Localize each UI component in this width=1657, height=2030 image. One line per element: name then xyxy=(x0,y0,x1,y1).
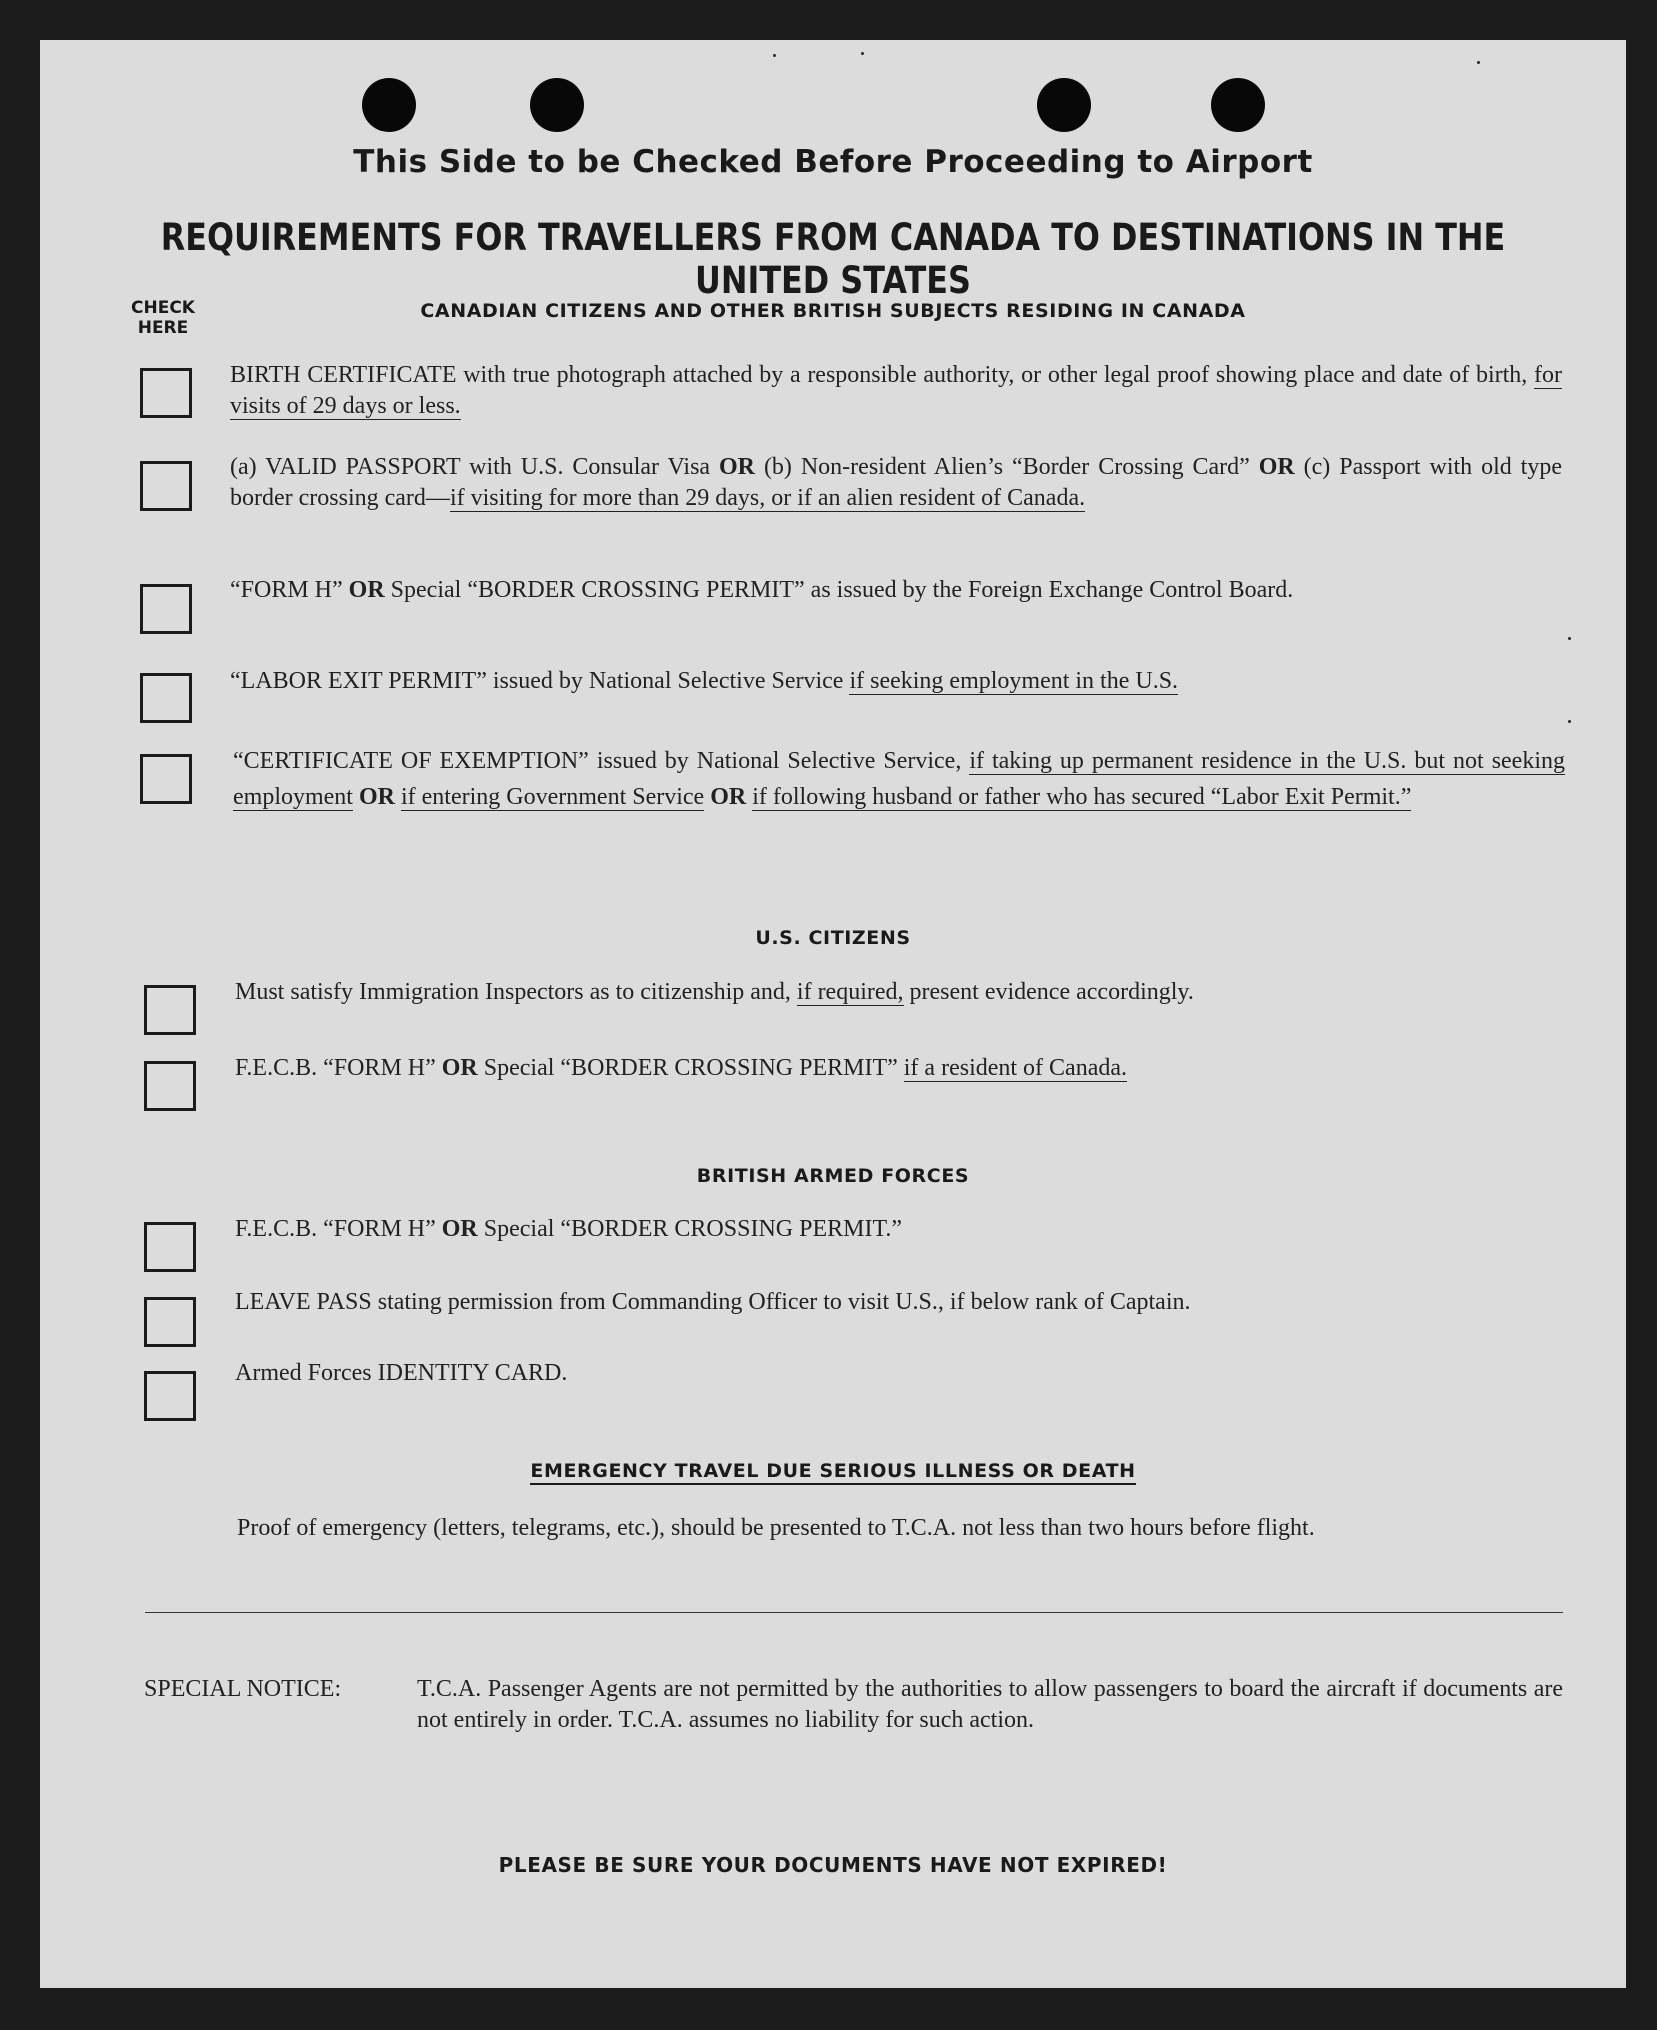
item-condition: if required, xyxy=(796,979,904,1005)
leave-pass-requirement xyxy=(235,1287,1567,1318)
or-keyword: OR xyxy=(348,577,385,603)
scan-speck xyxy=(1568,720,1571,723)
item-text: (b) Non-resident Alien’s “Border Crossing Card” xyxy=(755,454,1259,480)
checkbox-leave-pass[interactable] xyxy=(144,1297,196,1347)
item-condition: if taking up permanent residence in the U.S. but not seeking employment xyxy=(233,748,1566,810)
checkbox-identity-card[interactable] xyxy=(144,1371,196,1421)
checkbox-valid-passport[interactable] xyxy=(140,461,192,511)
emergency-travel-heading xyxy=(40,1460,1626,1482)
or-keyword: OR xyxy=(710,784,747,810)
item-condition: if entering Government Service xyxy=(400,784,705,810)
scan-speck xyxy=(773,54,776,57)
satisfy-inspectors-requirement xyxy=(235,977,1567,1008)
item-condition: if following husband or father who has secured “Labor Exit Permit.” xyxy=(752,784,1412,810)
item-text: Special “BORDER CROSSING PERMIT” as issued by the Foreign Exchange Control Board. xyxy=(384,577,1294,603)
checkbox-birth-certificate[interactable] xyxy=(140,368,192,418)
item-text: Special “BORDER CROSSING PERMIT” xyxy=(477,1055,904,1081)
emergency-heading-text: EMERGENCY TRAVEL DUE SERIOUS ILLNESS OR DEATH xyxy=(530,1460,1135,1485)
item-text: “LABOR EXIT PERMIT” issued by National Selective Service xyxy=(230,668,850,694)
special-notice-text: T.C.A. Passenger Agents are not permitted by the authorities to allow passengers to board the aircraft if documents are not entirely in order. T.C.A. assumes no liability for such action. xyxy=(417,1676,1563,1733)
item-condition: if seeking employment in the U.S. xyxy=(849,668,1179,694)
check-here-line: CHECK xyxy=(131,298,195,318)
emergency-proof-text: Proof of emergency (letters, telegrams, etc.), should be presented to T.C.A. not less than two hours before flight. xyxy=(237,1515,1315,1541)
item-text: BIRTH CERTIFICATE with true photograph attached by a responsible authority, or other legal proof showing place and date of birth, xyxy=(230,362,1535,388)
labor-exit-permit-requirement xyxy=(230,666,1562,697)
scan-speck xyxy=(861,52,864,55)
checkbox-form-h[interactable] xyxy=(140,584,192,634)
punch-hole xyxy=(362,78,416,132)
armed-form-h-requirement xyxy=(235,1214,1567,1245)
identity-card-requirement xyxy=(235,1358,1567,1389)
canadian-citizens-heading: CANADIAN CITIZENS AND OTHER BRITISH SUBJECTS RESIDING IN CANADA xyxy=(420,300,1246,322)
checkbox-us-form-h[interactable] xyxy=(144,1061,196,1111)
birth-certificate-requirement xyxy=(230,360,1562,422)
checkbox-certificate-of-exemption[interactable] xyxy=(140,754,192,804)
document-page xyxy=(40,40,1626,1988)
or-keyword: OR xyxy=(719,454,756,480)
special-notice-label: SPECIAL NOTICE: xyxy=(144,1676,342,1702)
checkbox-armed-form-h[interactable] xyxy=(144,1222,196,1272)
us-citizens-heading: U.S. CITIZENS xyxy=(755,927,911,949)
or-keyword: OR xyxy=(358,784,395,810)
check-here-line: HERE xyxy=(137,318,189,338)
scan-speck xyxy=(1477,61,1480,64)
valid-passport-requirement xyxy=(230,452,1562,514)
punch-hole xyxy=(1211,78,1265,132)
punch-hole xyxy=(530,78,584,132)
item-condition: if visiting for more than 29 days, or if an alien resident of Canada. xyxy=(449,485,1086,511)
item-text: F.E.C.B. “FORM H” xyxy=(235,1055,442,1081)
checkbox-labor-exit-permit[interactable] xyxy=(140,673,192,723)
punch-hole xyxy=(1037,78,1091,132)
item-text: LEAVE PASS stating permission from Commanding Officer to visit U.S., if below rank of Captain. xyxy=(235,1289,1191,1315)
page-subtitle: This Side to be Checked Before Proceeding to Airport xyxy=(353,144,1313,180)
divider-line xyxy=(145,1612,1563,1613)
item-text: “CERTIFICATE OF EXEMPTION” issued by National Selective Service, xyxy=(233,748,970,774)
expiry-reminder: PLEASE BE SURE YOUR DOCUMENTS HAVE NOT EXPIRED! xyxy=(498,1853,1168,1877)
item-text: Special “BORDER CROSSING PERMIT.” xyxy=(477,1216,902,1242)
item-condition: if a resident of Canada. xyxy=(903,1055,1128,1081)
item-text: present evidence accordingly. xyxy=(903,979,1194,1005)
item-text: (a) VALID PASSPORT with U.S. Consular Visa xyxy=(230,454,720,480)
british-armed-forces-heading: BRITISH ARMED FORCES xyxy=(696,1165,970,1187)
item-text: (c) Passport with old type border crossing card— xyxy=(230,454,1562,511)
item-text: Must satisfy Immigration Inspectors as to citizenship and, xyxy=(235,979,797,1005)
us-form-h-requirement xyxy=(235,1053,1567,1084)
page-title: REQUIREMENTS FOR TRAVELLERS FROM CANADA TO DESTINATIONS IN THE UNITED STATES xyxy=(160,216,1506,302)
item-condition: for visits of 29 days or less. xyxy=(230,362,1562,419)
certificate-of-exemption-requirement xyxy=(233,743,1565,815)
scan-speck xyxy=(1568,637,1571,640)
checkbox-satisfy-inspectors[interactable] xyxy=(144,985,196,1035)
item-text: F.E.C.B. “FORM H” xyxy=(235,1216,442,1242)
or-keyword: OR xyxy=(441,1055,478,1081)
item-text: Armed Forces IDENTITY CARD. xyxy=(235,1360,568,1386)
or-keyword: OR xyxy=(1258,454,1295,480)
form-h-requirement xyxy=(230,575,1562,606)
item-text: “FORM H” xyxy=(230,577,349,603)
or-keyword: OR xyxy=(441,1216,478,1242)
